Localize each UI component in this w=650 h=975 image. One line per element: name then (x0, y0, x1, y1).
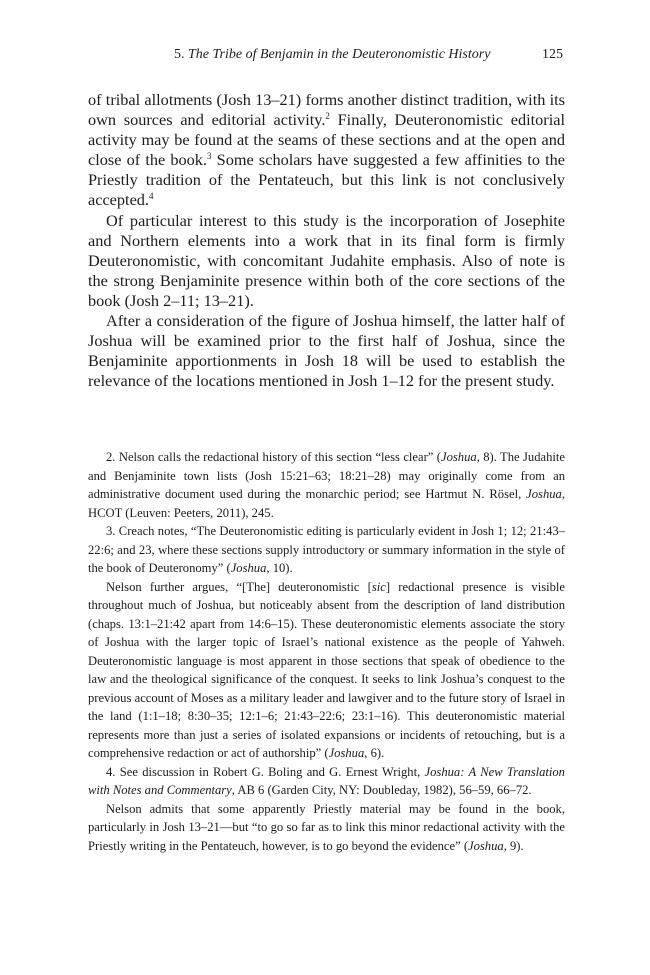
running-title (174, 46, 490, 64)
paragraph: After a consideration of the figure of Joshua himself, the latter half of Joshua will be examined prior to the first half of Joshua, since the Benjaminite apportionments in Josh 18 will be used to establish the relevance of the locations mentioned in Josh 1–12 for the present study. (88, 311, 565, 391)
page-number: 125 (542, 47, 563, 62)
body-text (88, 90, 565, 391)
footnote-2: 2. Nelson calls the redactional history of this section “less clear” (Joshua, 8). The Judahite and Benjaminite town lists (Josh 15:21–63; 18:21–28) may originally come from an administrative document used during the monarchic period; see Hartmut N. Rösel, Joshua, HCOT (Leuven: Peeters, 2011), 245. (88, 450, 565, 520)
footnote-ref: 2 (325, 111, 330, 122)
footnote-ref: 3 (207, 151, 212, 162)
footnotes (88, 448, 565, 855)
chapter-number: 5. (174, 47, 185, 62)
paragraph: Of particular interest to this study is the incorporation of Josephite and Northern elements into a work that in its final form is firmly Deuteronomistic, with concomitant Judahite emphasis. Also of note is the strong Benjaminite presence within both of the core sections of the book (Josh 2–11; 13–21). (88, 210, 565, 310)
footnote-ref: 4 (149, 191, 154, 202)
chapter-title: The Tribe of Benjamin in the Deuteronomistic History (188, 47, 491, 62)
paragraph: of tribal allotments (Josh 13–21) forms another distinct tradition, with its own sources and editorial activity.$^2$ Finally, Deuteronomistic editorial activity may be found at the seams of these sections and at the open and close of the book.$^3$ Some scholars have suggested a few affinities to the Priestly tradition of the Pentateuch, but this link is not conclusively accepted.$^4$ (88, 90, 566, 210)
footnote-4-continued: Nelson admits that some apparently Priestly material may be found in the book, particularly in Josh 13–21—but “to go so far as to link this minor redactional activity with the Priestly writing in the Pentateuch, however, is to go beyond the evidence” (Joshua, 9). (88, 801, 565, 853)
footnote-3: 3. Creach notes, “The Deuteronomistic editing is particularly evident in Josh 1; 12; 21:43–22:6; and 23, where these sections supply introductory or summary information in the style of the book of Deuteronomy” (Joshua, 10). (88, 524, 565, 575)
footnote-4: 4. See discussion in Robert G. Boling and G. Ernest Wright, Joshua: A New Translation with Notes and Commentary, AB 6 (Garden City, NY: Doubleday, 1982), 56–59, 66–72. (88, 764, 565, 797)
footnote-3-continued: Nelson further argues, “[The] deuteronomistic [sic] redactional presence is visible throughout much of Joshua, but noticeably absent from the description of land distribution (chaps. 13:1–21:42 apart from 14:6–15). These deuteronomistic elements associate the story of Joshua with the larger topic of Israel’s national existence as the people of Yahweh. Deuteronomistic language is most apparent in those sections that speak of obedience to the law and the theological significance of the conquest. It seeks to link Joshua’s conquest to the previous account of Moses as a military leader and lawgiver and to the future story of Israel in the land (1:1–18; 8:30–35; 12:1–6; 21:43–22:6; 23:1–16). This deuteronomistic material represents more than just a series of isolated expansions or incidents of retouching, but is a comprehensive redaction or act of authorship” (Joshua, 6). (88, 579, 565, 760)
